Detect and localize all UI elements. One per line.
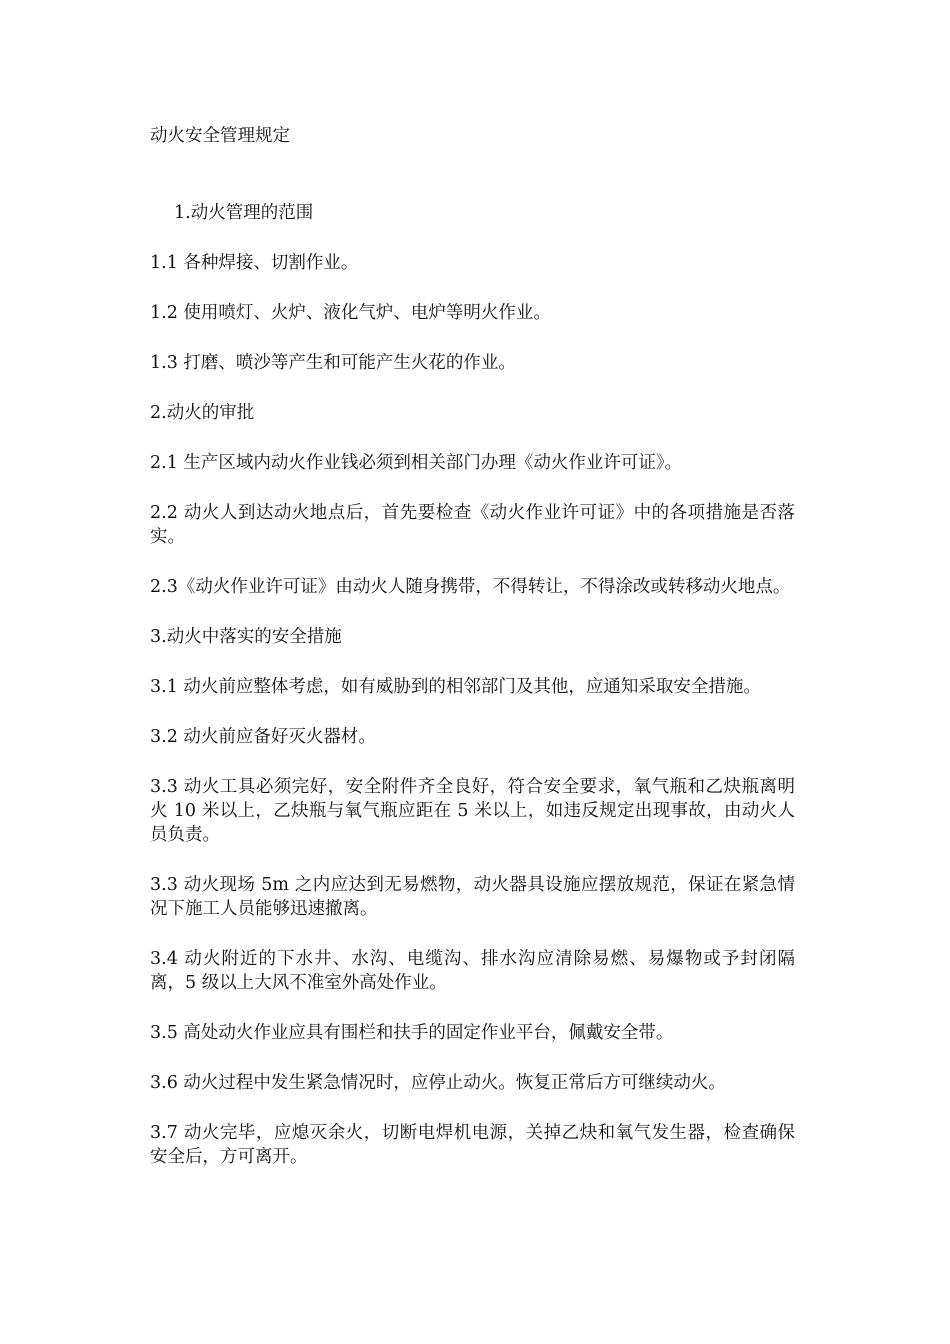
paragraph: 2.2 动火人到达动火地点后，首先要检查《动火作业许可证》中的各项措施是否落实。 [150, 503, 795, 547]
paragraph: 1.2 使用喷灯、火炉、液化气炉、电炉等明火作业。 [150, 303, 551, 323]
paragraph: 3.3 动火现场 5m 之内应达到无易燃物，动火器具设施应摆放规范，保证在紧急情况下施工人员能够迅速撤离。 [150, 875, 795, 919]
section-heading: 1.动火管理的范围 [174, 203, 314, 223]
paragraph: 2.3《动火作业许可证》由动火人随身携带，不得转让，不得涂改或转移动火地点。 [150, 577, 791, 597]
paragraph: 3.2 动火前应备好灭火器材。 [150, 727, 376, 747]
paragraph: 3.4 动火附近的下水井、水沟、电缆沟、排水沟应清除易燃、易爆物或予封闭隔离，5 级以上大风不准室外高处作业。 [150, 949, 795, 993]
section-heading: 3.动火中落实的安全措施 [150, 627, 342, 647]
paragraph: 3.5 高处动火作业应具有围栏和扶手的固定作业平台，佩戴安全带。 [150, 1023, 674, 1043]
paragraph: 3.1 动火前应整体考虑，如有威胁到的相邻部门及其他，应通知采取安全措施。 [150, 677, 761, 697]
paragraph: 3.3 动火工具必须完好，安全附件齐全良好，符合安全要求，氧气瓶和乙炔瓶离明火 10 米以上，乙炔瓶与氧气瓶应距在 5 米以上，如违反规定出现事故，由动火人员负责。 [150, 777, 795, 845]
document-title: 动火安全管理规定 [150, 126, 290, 146]
paragraph: 1.3 打磨、喷沙等产生和可能产生火花的作业。 [150, 353, 516, 373]
paragraph: 1.1 各种焊接、切割作业。 [150, 253, 359, 273]
document-page [150, 124, 795, 1195]
paragraph: 2.1 生产区域内动火作业钱必须到相关部门办理《动火作业许可证》。 [150, 453, 683, 473]
paragraph: 3.7 动火完毕，应熄灭余火，切断电焊机电源，关掉乙炔和氧气发生器，检查确保安全后，方可离开。 [150, 1123, 795, 1167]
section-heading: 2.动火的审批 [150, 403, 255, 423]
paragraph: 3.6 动火过程中发生紧急情况时，应停止动火。恢复正常后方可继续动火。 [150, 1073, 726, 1093]
